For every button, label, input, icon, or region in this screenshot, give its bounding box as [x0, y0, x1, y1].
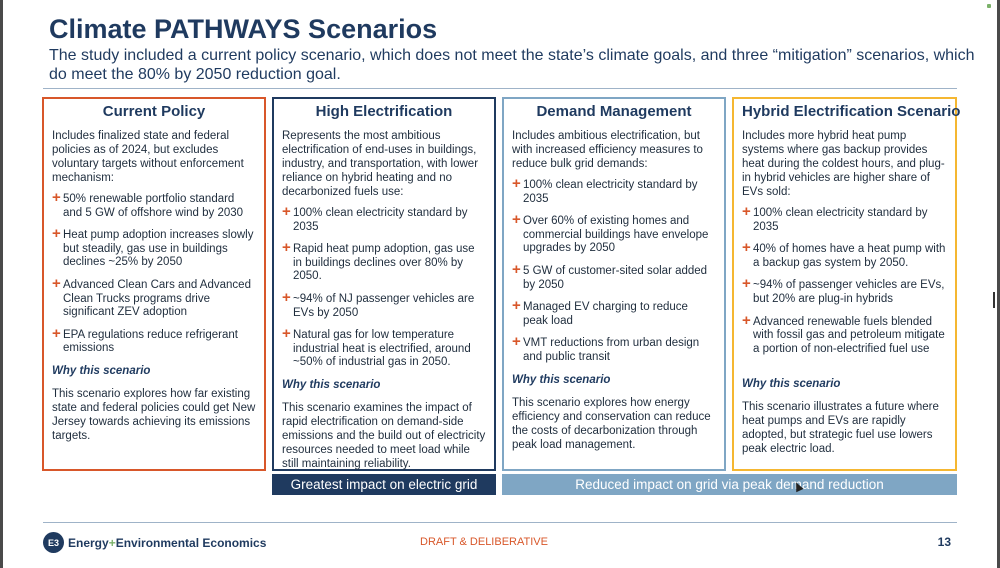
plus-icon: + — [512, 297, 521, 315]
plus-icon: + — [52, 225, 61, 243]
band-greatest-impact: Greatest impact on electric grid — [272, 474, 496, 495]
list-item: + Advanced Clean Cars and Advanced Clean Trucks programs drive significant ZEV adoption — [52, 274, 251, 319]
plus-icon: + — [282, 288, 291, 306]
card-intro: Includes ambitious electrification, but with increased efficiency measures to reduce bulk grid demands: — [512, 130, 703, 170]
scroll-handle[interactable] — [993, 292, 995, 308]
list-item: + 5 GW of customer-sited solar added by 2050 — [512, 260, 708, 291]
card-current-policy — [42, 97, 266, 471]
header-divider — [43, 88, 957, 89]
list-item: + Advanced renewable fuels blended with fossil gas and petroleum mitigate a portion of non-electrified fuel use — [742, 311, 945, 355]
why-text: This scenario illustrates a future where heat pumps and EVs are rapidly adopted, but strategic fuel use lowers peak electric load. — [742, 401, 939, 456]
plus-icon: + — [282, 239, 291, 257]
card-intro: Includes more hybrid heat pump systems where gas backup provides heat during the coldest hours, and plug-in hybrid vehicles are higher share of EVs sold: — [742, 130, 945, 198]
list-item: + ~94% of NJ passenger vehicles are EVs by 2050 — [282, 288, 475, 319]
card-title: High Electrification — [315, 103, 453, 120]
band-reduced-impact: Reduced impact on grid via peak demand reduction — [502, 474, 957, 495]
card-intro: Represents the most ambitious electrification of end-uses in buildings, industry, and transportation, with lower reliance on hybrid heating and no decarbonized fuels use: — [282, 130, 479, 198]
list-item: + Natural gas for low temperature industrial heat is electrified, around ~50% of industrial gas in 2050. — [282, 325, 471, 369]
slide-title: Climate PATHWAYS Scenarios — [49, 14, 438, 44]
card-title: Hybrid Electrification Scenario — [742, 103, 961, 120]
plus-icon: + — [512, 175, 521, 192]
plus-icon: + — [742, 275, 751, 293]
card-hybrid-electrification — [732, 97, 961, 471]
list-item: + 100% clean electricity standard by 2035 — [742, 203, 928, 233]
list-item: + Over 60% of existing homes and commercial buildings have envelope upgrades by 2050 — [512, 211, 709, 255]
logo-icon: E3 — [43, 532, 64, 553]
plus-icon: + — [742, 203, 751, 220]
list-item: + 40% of homes have a heat pump with a backup gas system by 2050. — [742, 239, 946, 269]
list-item: + 100% clean electricity standard by 2035 — [282, 203, 468, 233]
plus-icon: + — [742, 239, 751, 257]
card-intro: Includes finalized state and federal policies as of 2024, but excludes voluntary targets without enforcement mechanism: — [52, 130, 244, 184]
plus-icon: + — [282, 325, 291, 343]
plus-icon: + — [52, 324, 61, 342]
draft-label: DRAFT & DELIBERATIVE — [420, 536, 548, 548]
why-label: Why this scenario — [52, 364, 151, 377]
why-label: Why this scenario — [282, 378, 381, 391]
plus-icon: + — [512, 260, 521, 278]
card-demand-management — [502, 97, 726, 471]
bullet-list — [742, 203, 947, 356]
logo-text: Energy+Environmental Economics — [68, 535, 267, 550]
why-label: Why this scenario — [742, 378, 841, 391]
bullet-list — [512, 175, 716, 365]
list-item: + 50% renewable portfolio standard and 5 GW of offshore wind by 2030 — [52, 189, 244, 219]
why-text: This scenario examines the impact of rapid electrification on demand-side emissions and the build out of electricity resources needed to meet load while still maintaining reliability. — [282, 401, 486, 470]
list-item: + ~94% of passenger vehicles are EVs, but 20% are plug-in hybrids — [742, 275, 945, 305]
list-item: + EPA regulations reduce refrigerant emissions — [52, 324, 238, 355]
list-item: + 100% clean electricity standard by 2035 — [512, 175, 698, 205]
corner-mark — [987, 4, 991, 8]
bullet-list — [52, 189, 256, 356]
list-item: + Rapid heat pump adoption, gas use in buildings declines over 80% by 2050. — [282, 239, 475, 283]
plus-icon: + — [512, 333, 521, 351]
why-label: Why this scenario — [512, 373, 611, 386]
list-item: + Managed EV charging to reduce peak load — [512, 297, 688, 327]
plus-icon: + — [742, 311, 751, 329]
company-logo — [43, 532, 266, 553]
list-item: + VMT reductions from urban design and public transit — [512, 333, 700, 363]
plus-icon: + — [282, 203, 291, 220]
list-item: + Heat pump adoption increases slowly but steadily, gas use in buildings declines ~25% by 2050 — [52, 225, 254, 269]
card-title: Demand Management — [536, 103, 692, 120]
page-number: 13 — [937, 535, 951, 549]
slide-subtitle: The study included a current policy scenario, which does not meet the state’s climate goals, and three “mitigation” scenarios, which do meet the 80% by 2050 reduction goal. — [49, 47, 975, 83]
plus-icon: + — [52, 274, 61, 292]
why-text: This scenario explores how far existing state and federal policies could get New Jersey towards achieving its emissions targets. — [52, 387, 256, 442]
why-text: This scenario explores how energy efficiency and conservation can reduce the costs of decarbonization through peak load management. — [512, 396, 711, 451]
plus-icon: + — [52, 189, 61, 206]
card-high-electrification — [272, 97, 496, 471]
plus-icon: + — [512, 211, 521, 229]
footer-divider — [43, 522, 957, 523]
card-title: Current Policy — [102, 103, 206, 120]
bullet-list — [282, 203, 486, 370]
